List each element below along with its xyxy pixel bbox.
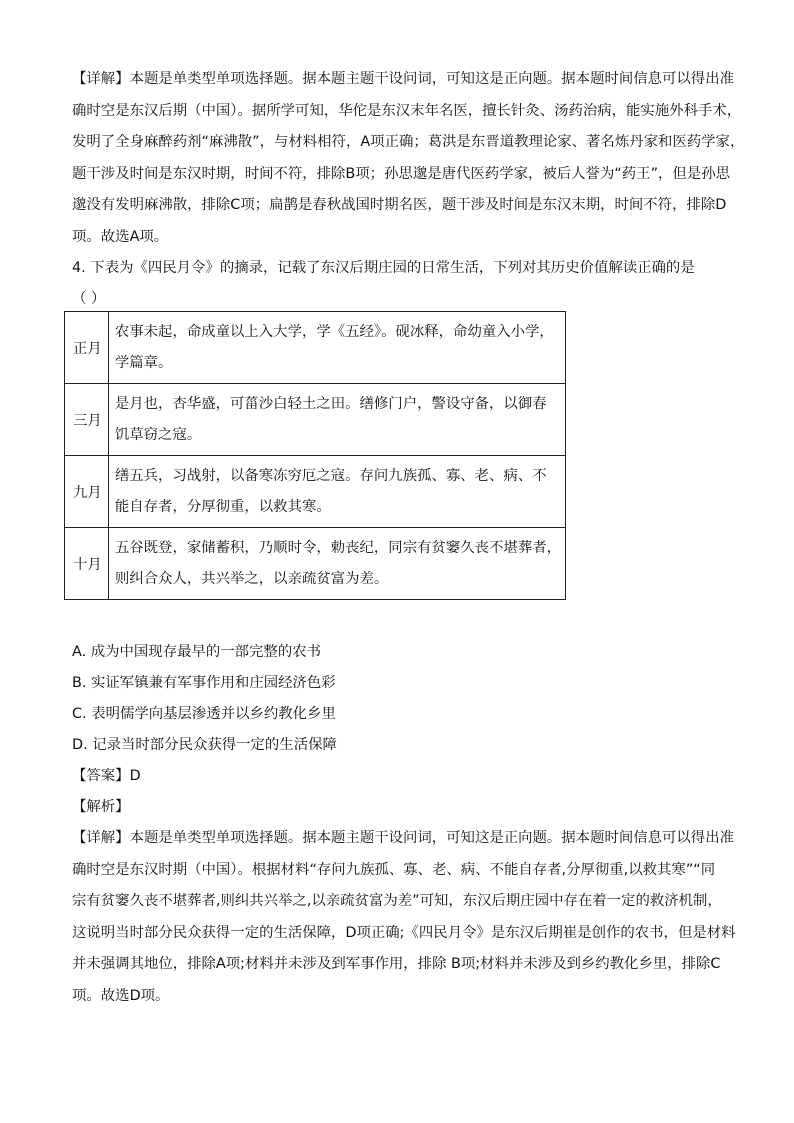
month-cell: 九月 xyxy=(65,456,109,528)
table-row xyxy=(65,528,566,600)
explanation-line: 并未强调其地位，排除A项;材料并未涉及到军事作用，排除 B项;材料并未涉及到乡约教化乡里，排除C xyxy=(72,956,721,972)
explanation-line: 【详解】本题是单类型单项选择题。据本题主题干设问词，可知这是正向题。据本题时间信息可以得出准 xyxy=(72,830,734,846)
text-cell: 是月也，杏华盛，可菑沙白轻土之田。缮修门户，警设守备，以御春 饥草窃之寇。 xyxy=(108,384,565,456)
explanation-line: 发明了全身麻醉药剂“麻沸散”，与材料相符，A项正确；葛洪是东晋道教理论家、著名炼丹家和医药学家， xyxy=(72,134,745,150)
option-b: B. 实证军镇兼有军事作用和庄园经济色彩 xyxy=(72,675,336,691)
table-row xyxy=(65,384,566,456)
previous-explanation xyxy=(72,64,745,253)
answer-options xyxy=(72,637,722,823)
month-cell: 十月 xyxy=(65,528,109,600)
explanation-line: 题干涉及时间是东汉时期，时间不符，排除B项；孙思邈是唐代医药学家，被后人誉为“药王”，但是孙思 xyxy=(72,165,730,182)
question-stem: 4. 下表为《四民月令》的摘录，记载了东汉后期庄园的日常生活，下列对其历史价值解读正确的是 xyxy=(72,260,695,276)
explanation-line: 这说明当时部分民众获得一定的生活保障，D项正确;《四民月令》是东汉后期崔是创作的农书，但是材料 xyxy=(72,924,736,941)
explanation-line: 项。故选D项。 xyxy=(72,987,170,1004)
explanation-line: 确时空是东汉时期（中国）。根据材料“存问九族孤、寡、老、病、不能自存者,分厚彻重,以救其寒”“同 xyxy=(72,861,716,878)
explanation-line: 宗有贫窭久丧不堪葬者,则纠共兴举之,以亲疏贫富为差”可知，东汉后期庄园中存在着一定的救济机制， xyxy=(72,893,722,909)
sim-yue-ling-table xyxy=(64,311,566,600)
answer-blank: （ ） xyxy=(72,291,106,307)
option-d: D. 记录当时部分民众获得一定的生活保障 xyxy=(72,737,337,753)
option-c: C. 表明儒学向基层渗透并以乡约教化乡里 xyxy=(72,706,336,722)
explanation-line: 确时空是东汉后期（中国）。据所学可知，华佗是东汉末年名医，擅长针灸、汤药治病，能实施外科手术， xyxy=(72,102,742,119)
answer-label: 【答案】D xyxy=(72,768,141,784)
document-page xyxy=(72,64,745,1004)
table-row xyxy=(65,456,566,528)
text-cell: 五谷既登，家储蓄积，乃顺时令，勅丧纪，同宗有贫窭久丧不堪葬者， 则纠合众人，共兴举之，以亲疏贫富为差。 xyxy=(108,528,565,600)
option-a: A. 成为中国现存最早的一部完整的农书 xyxy=(72,644,321,660)
text-cell: 农事未起，命成童以上入大学，学《五经》。砚冰释，命幼童入小学， 学篇章。 xyxy=(108,312,565,384)
analysis-label: 【解析】 xyxy=(72,799,130,815)
explanation-line: 项。故选A项。 xyxy=(72,228,169,245)
explanation-line: 邈没有发明麻沸散，排除C项；扁鹊是春秋战国时期名医，题干涉及时间是东汉末期，时间不符，排除D xyxy=(72,197,727,213)
text-cell: 缮五兵，习战射，以备寒冻穷厄之寇。存问九族孤、寡、老、病、不 能自存者，分厚彻重，以救其寒。 xyxy=(108,456,565,528)
analysis-explanation xyxy=(72,823,736,1012)
explanation-line: 【详解】本题是单类型单项选择题。据本题主题干设问词，可知这是正向题。据本题时间信息可以得出准 xyxy=(72,71,734,87)
month-cell: 正月 xyxy=(65,312,109,384)
month-cell: 三月 xyxy=(65,384,109,456)
table-row xyxy=(65,312,566,384)
